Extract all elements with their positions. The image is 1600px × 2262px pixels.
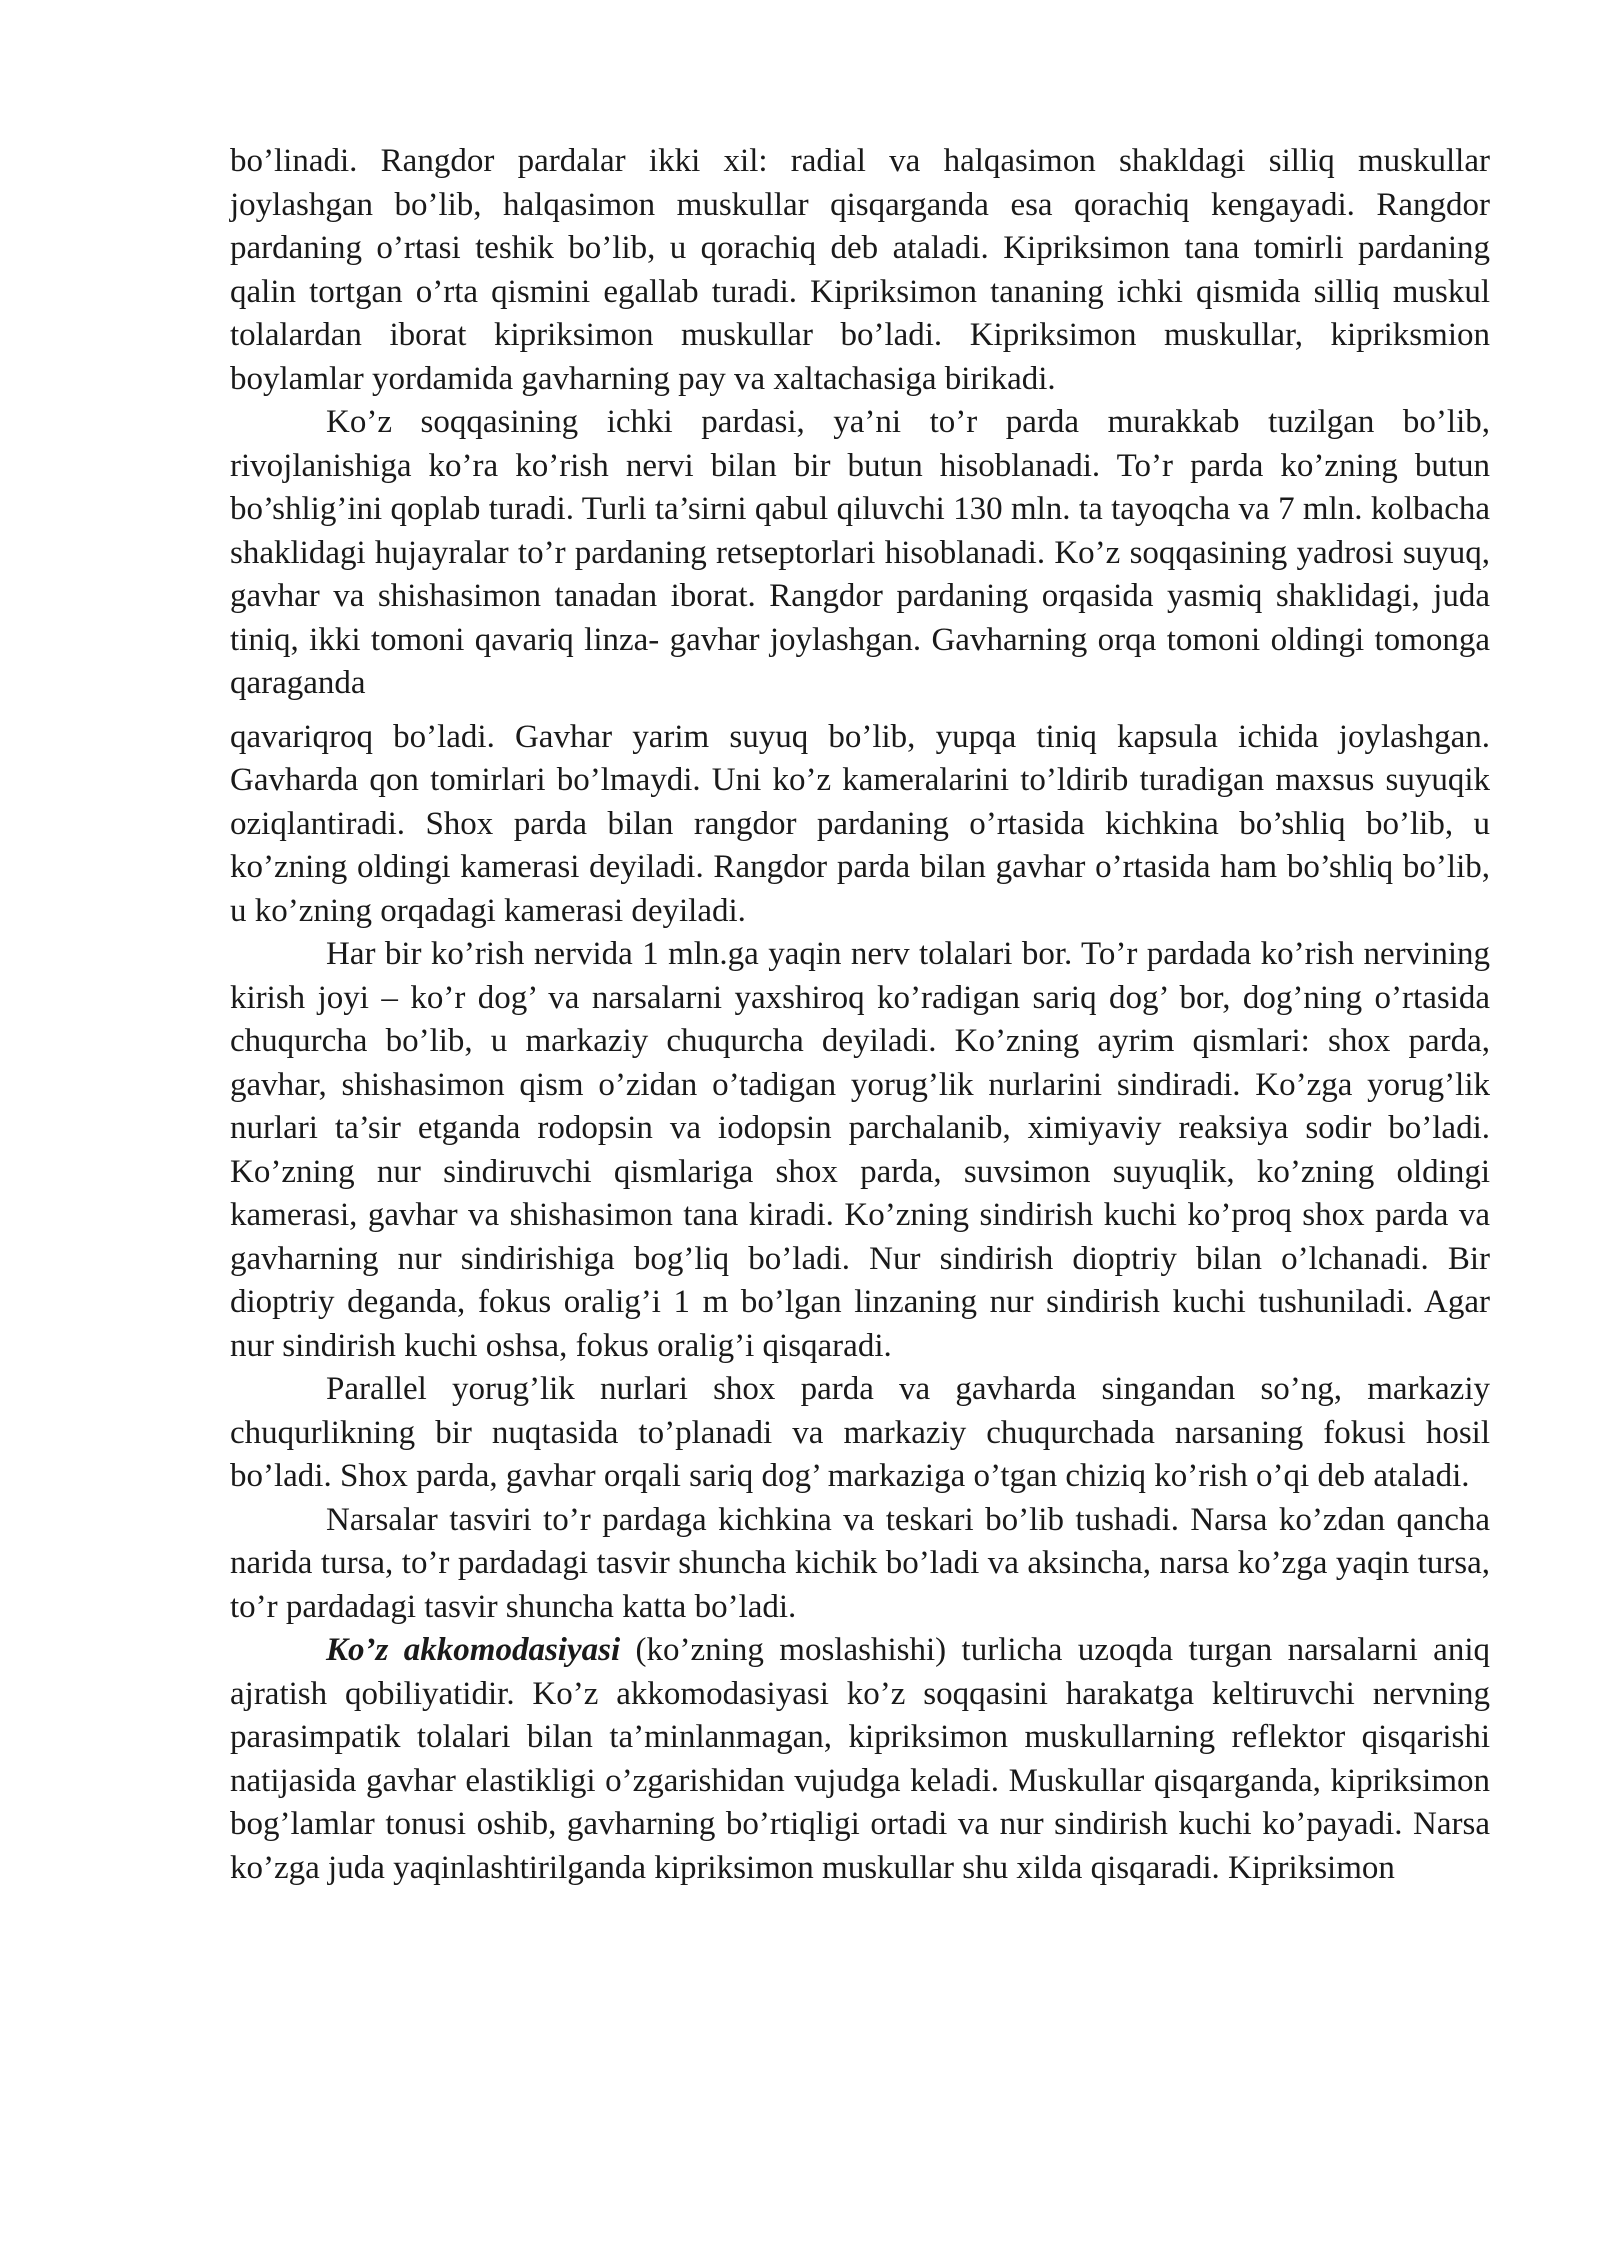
document-page [230,140,1490,1890]
paragraph-continuation: bo’linadi. Rangdor pardalar ikki xil: radial va halqasimon shakldagi silliq muskullar joylashgan bo’lib, halqasimon muskullar qisqarganda esa qorachiq kengayadi. Rangdor pardaning o’rtasi teshik bo’lib, u qorachiq deb ataladi. Kipriksimon tana tomirli pardaning qalin tortgan o’rta qismini egallab turadi. Kipriksimon tananing ichki qismida silliq muskul tolalardan iborat kipriksimon muskullar bo’ladi. Kipriksimon muskullar, kipriksmion boylamlar yordamida gavharning pay va xaltachasiga birikadi. [230,143,1490,397]
paragraph-parallel-rays: Parallel yorug’lik nurlari shox parda va gavharda singandan so’ng, markaziy chuqurlikning bir nuqtasida to’planadi va markaziy chuqurchada narsaning fokusi hosil bo’ladi. Shox parda, gavhar orqali sariq dog’ markaziga o’tgan chiziq ko’rish o’qi deb ataladi. [230,1371,1490,1494]
paragraph-accommodation-body: (ko’zning moslashishi) turlicha uzoqda turgan narsalarni aniq ajratish qobiliyatidir. Ko’z akkomodasiyasi ko’z soqqasini harakatga keltiruvchi nervning parasimpatik tolalari bilan ta’minlanmagan, kipriksimon muskullarning reflektor qisqarishi natijasida gavhar elastikligi o’zgarishidan vujudga keladi. Muskullar qisqarganda, kipriksimon bog’lamlar tonusi oshib, gavharning bo’rtiqligi ortadi va nur sindirish kuchi ko’payadi. Narsa ko’zga juda yaqinlashtirilganda kipriksimon muskullar shu xilda qisqaradi. Kipriksimon [230,1632,1490,1886]
paragraph-lens: qavariqroq bo’ladi. Gavhar yarim suyuq bo’lib, yupqa tiniq kapsula ichida joylashgan. Gavharda qon tomirlari bo’lmaydi. Uni ko’z kameralarini to’ldirib turadigan maxsus suyuqik oziqlantiradi. Shox parda bilan rangdor pardaning o’rtasida kichkina bo’shliq bo’lib, u ko’zning oldingi kamerasi deyiladi. Rangdor parda bilan gavhar o’rtasida ham bo’shliq bo’lib, u ko’zning orqadagi kamerasi deyiladi. [230,718,1490,929]
paragraph-image-on-retina: Narsalar tasviri to’r pardaga kichkina va teskari bo’lib tushadi. Narsa ko’zdan qancha narida tursa, to’r pardadagi tasvir shuncha kichik bo’ladi va aksincha, narsa ko’zga yaqin tursa, to’r pardadagi tasvir shuncha katta bo’ladi. [230,1501,1490,1625]
term-accommodation: Ko’z akkomodasiyasi [326,1632,621,1668]
paragraph-retina: Ko’z soqqasining ichki pardasi, ya’ni to’r parda murakkab tuzilgan bo’lib, rivojlanishiga ko’ra ko’rish nervi bilan bir butun hisoblanadi. To’r parda ko’zning butun bo’shlig’ini qoplab turadi. Turli ta’sirni qabul qiluvchi 130 mln. ta tayoqcha va 7 mln. kolbacha shaklidagi hujayralar to’r pardaning retseptorlari hisoblanadi. Ko’z soqqasining yadrosi suyuq, gavhar va shishasimon tanadan iborat. Rangdor pardaning orqasida yasmiq shaklidagi, juda tiniq, ikki tomoni qavariq linza- gavhar joylashgan. Gavharning orqa tomoni oldingi tomonga qaraganda [230,404,1490,701]
paragraph-accommodation [230,1629,1490,1890]
paragraph-optic-nerve: Har bir ko’rish nervida 1 mln.ga yaqin nerv tolalari bor. To’r pardada ko’rish nervining kirish joyi – ko’r dog’ va narsalarni yaxshiroq ko’radigan sariq dog’ bor, dog’ning o’rtasida chuqurcha bo’lib, u markaziy chuqurcha deyiladi. Ko’zning ayrim qismlari: shox parda, gavhar, shishasimon qism o’zidan o’tadigan yorug’lik nurlarini sindiradi. Ko’zga yorug’lik nurlari ta’sir etganda rodopsin va iodopsin parchalanib, ximiyaviy reaksiya sodir bo’ladi. Ko’zning nur sindiruvchi qismlariga shox parda, suvsimon suyuqlik, ko’zning oldingi kamerasi, gavhar va shishasimon tana kiradi. Ko’zning sindirish kuchi ko’proq shox parda va gavharning nur sindirishiga bog’liq bo’ladi. Nur sindirish dioptriy bilan o’lchanadi. Bir dioptriy deganda, fokus oralig’i 1 m bo’lgan linzaning nur sindirish kuchi tushuniladi. Agar nur sindirish kuchi oshsa, fokus oralig’i qisqaradi. [230,936,1490,1364]
